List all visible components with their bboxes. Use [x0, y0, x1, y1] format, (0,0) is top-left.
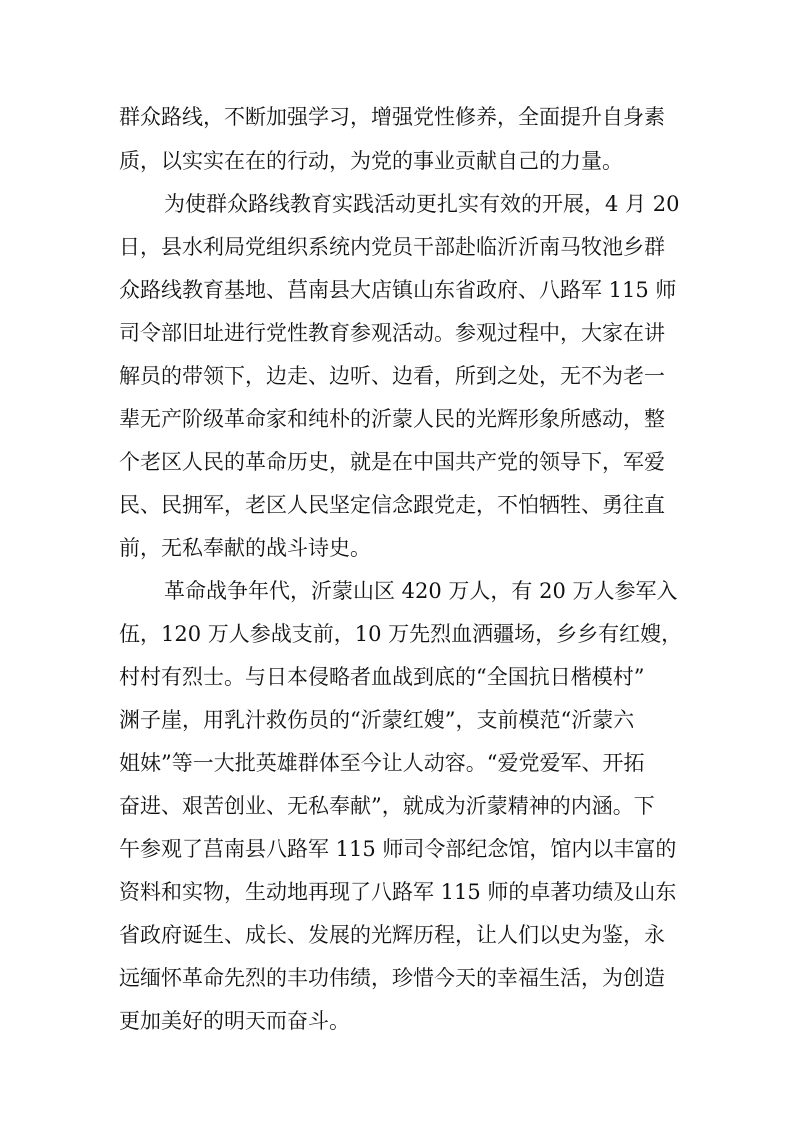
paragraph-line: 为使群众路线教育实践活动更扎实有效的开展，4 月 20 [164, 192, 680, 216]
paragraph-line: 村村有烈士。与日本侵略者血战到底的“全国抗日楷模村” [119, 665, 645, 689]
paragraph-line: 远缅怀革命先烈的丰功伟绩，珍惜今天的幸福生活，为创造 [119, 966, 665, 990]
paragraph-line: 前，无私奉献的战斗诗史。 [119, 536, 371, 560]
paragraph-line: 奋进、艰苦创业、无私奉献”，就成为沂蒙精神的内涵。下 [119, 794, 655, 818]
paragraph-line: 更加美好的明天而奋斗。 [119, 1009, 350, 1033]
paragraph-line: 伍，120 万人参战支前，10 万先烈血洒疆场，乡乡有红嫂， [119, 622, 683, 646]
paragraph-line: 司令部旧址进行党性教育参观活动。参观过程中，大家在讲 [119, 321, 665, 345]
paragraph-line: 渊子崖，用乳汁救伤员的“沂蒙红嫂”，支前模范“沂蒙六 [119, 708, 635, 732]
paragraph-line: 民、民拥军，老区人民坚定信念跟党走，不怕牺牲、勇往直 [119, 493, 665, 517]
paragraph-line: 群众路线，不断加强学习，增强党性修养，全面提升自身素 [119, 105, 665, 129]
paragraph-line: 省政府诞生、成长、发展的光辉历程，让人们以史为鉴，永 [119, 923, 665, 947]
paragraph-line: 质，以实实在在的行动，为党的事业贡献自己的力量。 [119, 149, 623, 173]
paragraph-line: 革命战争年代，沂蒙山区 420 万人，有 20 万人参军入 [164, 579, 678, 603]
paragraph-line: 辈无产阶级革命家和纯朴的沂蒙人民的光辉形象所感动，整 [119, 407, 665, 431]
paragraph-line: 众路线教育基地、莒南县大店镇山东省政府、八路军 115 师 [119, 278, 677, 302]
paragraph-line: 解员的带领下，边走、边听、边看，所到之处，无不为老一 [119, 364, 665, 388]
paragraph-line: 资料和实物，生动地再现了八路军 115 师的卓著功绩及山东 [119, 880, 677, 904]
paragraph-line: 午参观了莒南县八路军 115 师司令部纪念馆，馆内以丰富的 [119, 837, 677, 861]
paragraph-line: 日，县水利局党组织系统内党员干部赴临沂沂南马牧池乡群 [119, 235, 665, 259]
paragraph-line: 个老区人民的革命历史，就是在中国共产党的领导下，军爱 [119, 450, 665, 474]
paragraph-line: 姐妹”等一大批英雄群体至今让人动容。“爱党爱军、开拓 [119, 751, 645, 775]
